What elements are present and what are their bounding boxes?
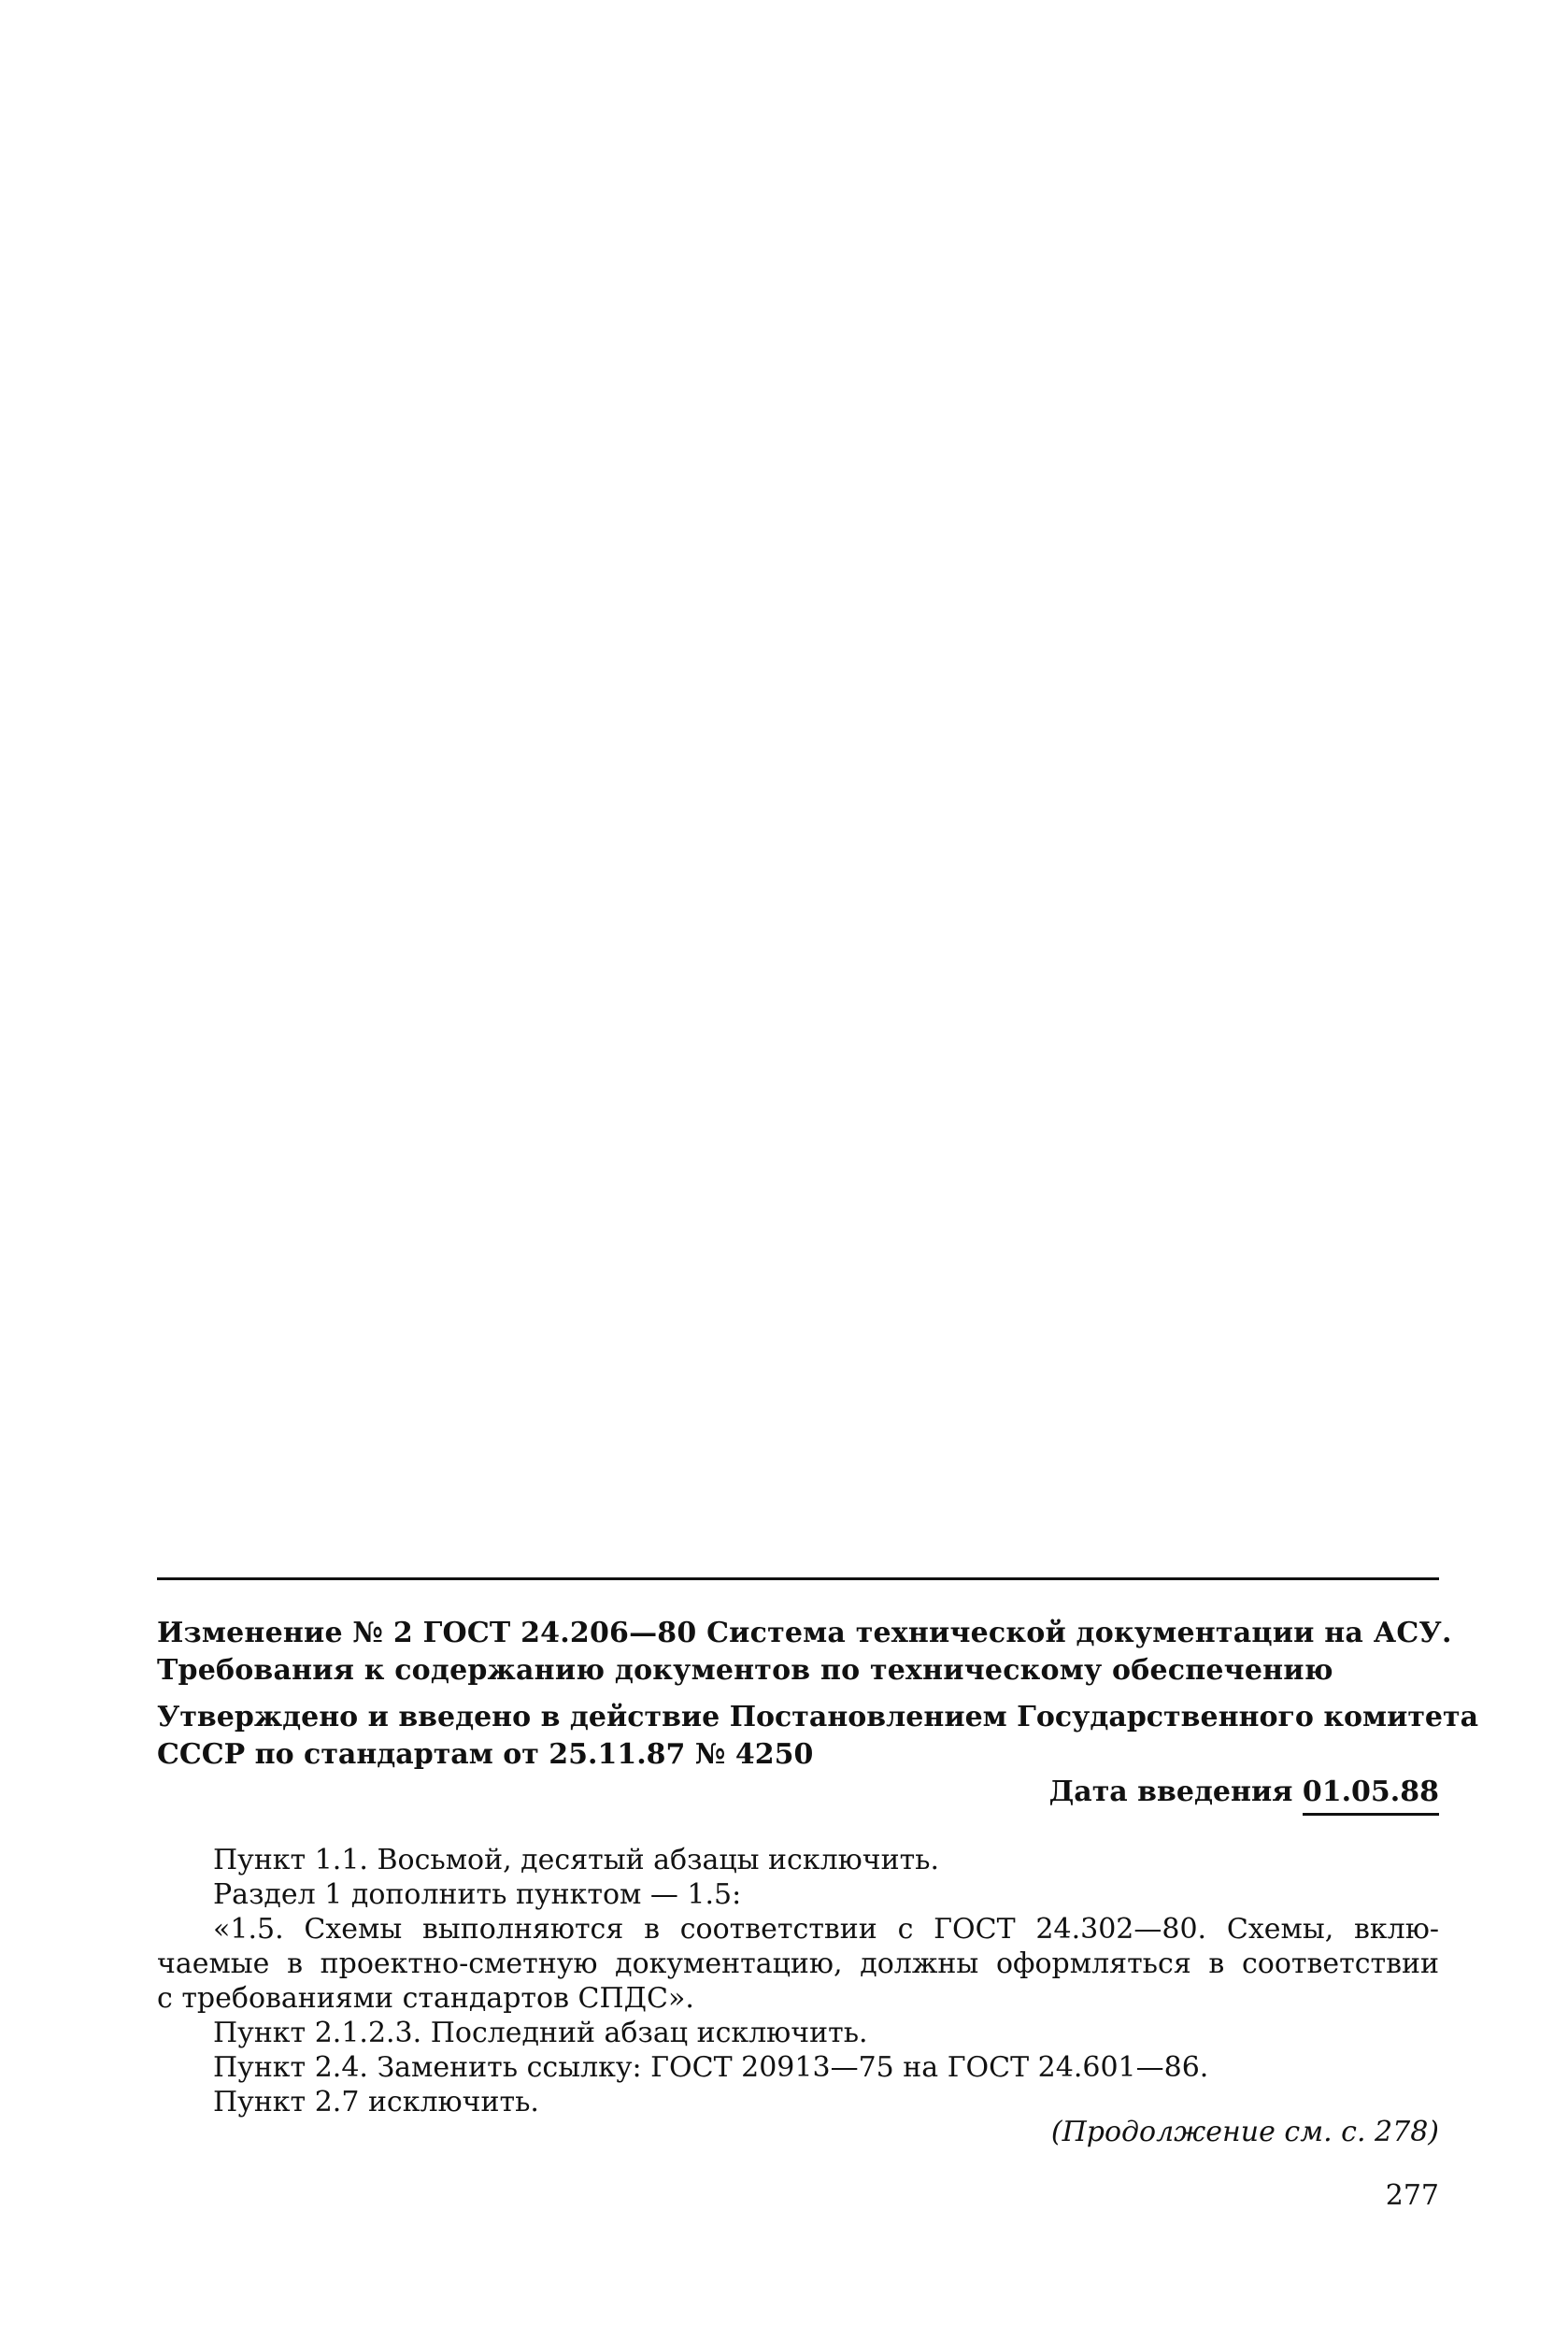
continuation-note: (Продолжение см. с. 278) [1050,2116,1439,2148]
amendment-body [157,1843,1439,2119]
body-paragraph-3-line-3: с требованиями стандартов СПДС». [157,1982,694,2015]
body-paragraph-2: Раздел 1 дополнить пунктом — 1.5: [213,1878,742,1911]
page-number: 277 [1385,2179,1439,2212]
approval-line-1: Утверждено и введено в действие Постановлением Государственного комитета [157,1701,1479,1733]
body-paragraph-3-line-2: чаемые в проектно-сметную документацию, должны оформляться в соответствии [157,1947,1439,1980]
approval-line-2: СССР по стандартам от 25.11.87 № 4250 [157,1738,814,1771]
amendment-title-line-2: Требования к содержанию документов по техническому обеспечению [157,1654,1333,1687]
body-paragraph-5: Пункт 2.4. Заменить ссылку: ГОСТ 20913—75 на ГОСТ 24.601—86. [213,2051,1209,2084]
body-paragraph-6: Пункт 2.7 исключить. [213,2086,539,2118]
body-paragraph-3-line-1: «1.5. Схемы выполняются в соответствии с ГОСТ 24.302—80. Схемы, вклю- [213,1913,1439,1946]
body-paragraph-4: Пункт 2.1.2.3. Последний абзац исключить. [213,2017,868,2049]
amendment-title-line-1: Изменение № 2 ГОСТ 24.206—80 Система технической документации на АСУ. [157,1617,1452,1649]
top-rule-divider [157,1577,1439,1580]
amendment-title [157,1615,1452,1690]
effective-date [1049,1774,1439,1816]
effective-date-value: 01.05.88 [1303,1774,1439,1816]
body-paragraph-1: Пункт 1.1. Восьмой, десятый абзацы исключить. [213,1844,940,1876]
effective-date-label: Дата введения [1048,1776,1293,1808]
approval-statement [157,1699,1479,1774]
